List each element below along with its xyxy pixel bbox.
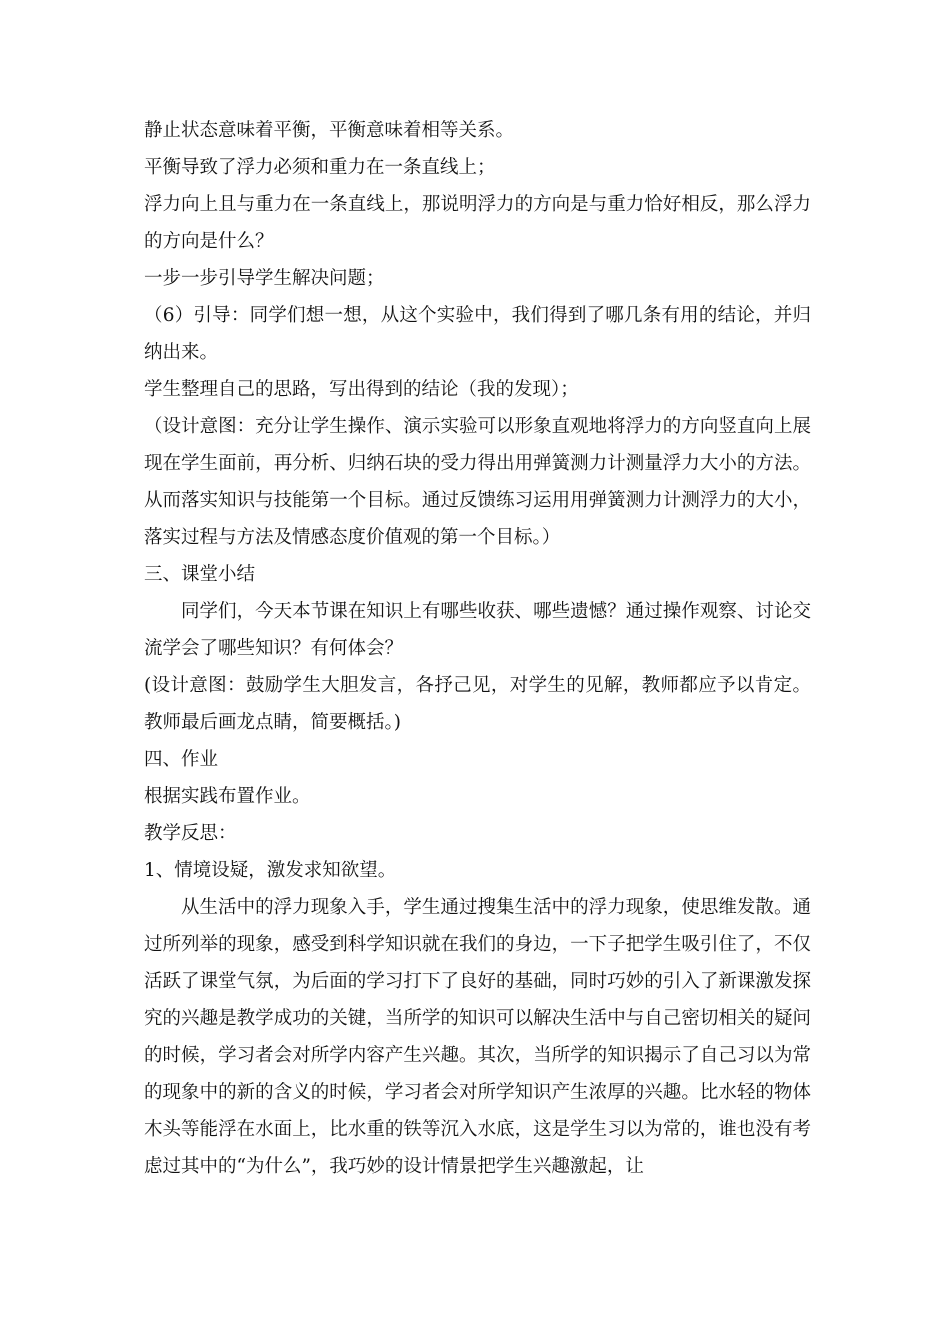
paragraph-homework: 根据实践布置作业。 (144, 786, 311, 807)
paragraph-design-intent-2: (设计意图：鼓励学生大胆发言，各抒己见，对学生的见解，教师都应予以肯定。教师最后画龙点睛，简要概括。) (144, 675, 811, 733)
heading-teaching-reflection: 教学反思： (144, 823, 237, 844)
heading-homework: 四、作业 (144, 749, 219, 770)
paragraph-class-summary: 同学们，今天本节课在知识上有哪些收获、哪些遗憾？通过操作观察、讨论交流学会了哪些知识？有何体会？ (144, 601, 811, 659)
paragraph-reflection-body: 从生活中的浮力现象入手，学生通过搜集生活中的浮力现象，使思维发散。通过所列举的现象，感受到科学知识就在我们的身边，一下子把学生吸引住了，不仅活跃了课堂气氛，为后面的学习打下了良好的基础，同时巧妙的引入了新课激发探究的兴趣是教学成功的关键，当所学的知识可以解决生活中与自己密切相关的疑问的时候，学习者会对所学内容产生兴趣。其次，当所学的知识揭示了自己习以为常的现象中的新的含义的时候，学习者会对所学知识产生浓厚的兴趣。比水轻的物体木头等能浮在水面上，比水重的铁等沉入水底，这是学生习以为常的，谁也没有考虑过其中的“为什么”，我巧妙的设计情景把学生兴趣激起，让 (144, 897, 811, 1177)
paragraph-balance-static: 静止状态意味着平衡，平衡意味着相等关系。 (144, 120, 515, 141)
heading-class-summary: 三、课堂小结 (144, 564, 256, 585)
paragraph-student-summary: 学生整理自己的思路，写出得到的结论（我的发现）； (144, 379, 579, 400)
paragraph-guide-steps: 一步一步引导学生解决问题； (144, 268, 385, 289)
paragraph-balance-line: 平衡导致了浮力必须和重力在一条直线上； (144, 157, 496, 178)
paragraph-design-intent-1: （设计意图：充分让学生操作、演示实验可以形象直观地将浮力的方向竖直向上展现在学生面前，再分析、归纳石块的受力得出用弹簧测力计测量浮力大小的方法。从而落实知识与技能第一个目标。通过反馈练习运用用弹簧测力计测浮力的大小，落实过程与方法及情感态度价值观的第一个目标。） (144, 416, 811, 548)
document-body (144, 112, 811, 1185)
paragraph-buoyancy-direction: 浮力向上且与重力在一条直线上，那说明浮力的方向是与重力恰好相反，那么浮力的方向是什么？ (144, 194, 811, 252)
paragraph-guide-conclusion: （6）引导：同学们想一想，从这个实验中，我们得到了哪几条有用的结论，并归纳出来。 (144, 305, 811, 363)
heading-reflection-1: 1、情境设疑，激发求知欲望。 (144, 860, 397, 881)
